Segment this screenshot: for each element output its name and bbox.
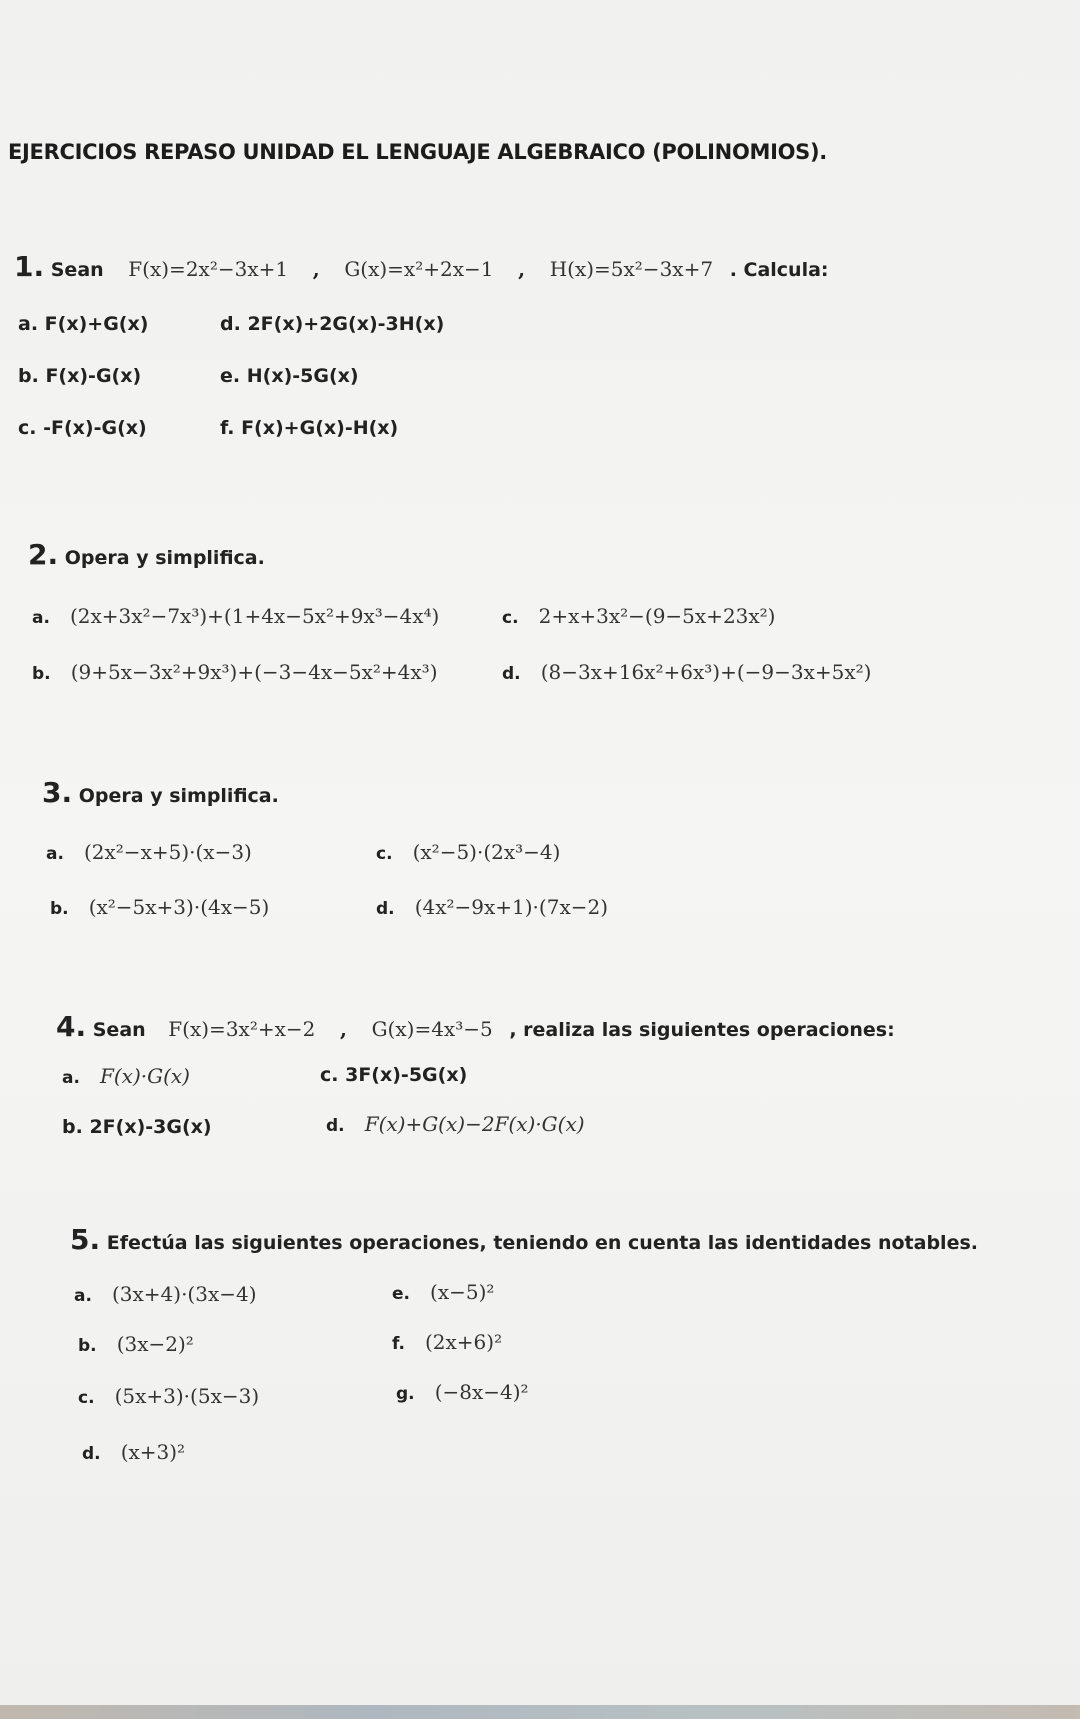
exercise-item xyxy=(82,1440,185,1464)
item-label: d. xyxy=(502,664,521,684)
exercise-item xyxy=(220,417,398,439)
separator: , xyxy=(518,257,526,281)
exercise-item xyxy=(376,895,608,919)
item-label: a. xyxy=(46,844,64,864)
item-label: d. xyxy=(326,1116,345,1136)
item-label: d. xyxy=(220,313,241,335)
item-label: b. xyxy=(50,899,69,919)
item-text: F(x)·G(x) xyxy=(99,1064,190,1088)
exercise-item xyxy=(32,660,438,684)
exercise-item xyxy=(18,365,141,387)
question-1-sean: Sean xyxy=(50,259,104,281)
item-text: (2x+3x²−7x³)+(1+4x−5x²+9x³−4x⁴) xyxy=(69,604,440,628)
item-text: 3F(x)-5G(x) xyxy=(345,1064,468,1086)
exercise-item xyxy=(32,604,439,628)
item-label: d. xyxy=(376,899,395,919)
exercise-item xyxy=(62,1116,212,1138)
function-g: G(x)=x²+2x−1 xyxy=(344,257,494,281)
question-number: 1. xyxy=(14,250,45,283)
question-5-header xyxy=(70,1223,978,1256)
exercise-item xyxy=(62,1064,190,1088)
item-text: (3x+4)·(3x−4) xyxy=(111,1282,257,1306)
item-label: b. xyxy=(62,1116,83,1138)
question-3-instruction: Opera y simplifica. xyxy=(78,785,279,807)
item-label: b. xyxy=(18,365,39,387)
exercise-item xyxy=(74,1282,257,1306)
exercise-item xyxy=(18,313,148,335)
item-label: d. xyxy=(82,1444,101,1464)
question-3-header xyxy=(42,776,279,809)
item-label: a. xyxy=(74,1286,92,1306)
exercise-item xyxy=(502,660,871,684)
exercise-item xyxy=(46,840,252,864)
item-label: e. xyxy=(220,365,241,387)
item-label: f. xyxy=(220,417,235,439)
function-f: F(x)=2x²−3x+1 xyxy=(128,257,289,281)
exercise-item xyxy=(502,604,776,628)
item-text: 2F(x)-3G(x) xyxy=(89,1116,212,1138)
item-label: e. xyxy=(392,1284,410,1304)
item-text: 2F(x)+2G(x)-3H(x) xyxy=(247,313,445,335)
item-text: (x²−5x+3)·(4x−5) xyxy=(88,895,270,919)
question-4-header xyxy=(56,1010,895,1043)
question-number: 3. xyxy=(42,776,73,809)
item-label: b. xyxy=(78,1336,97,1356)
item-text: F(x)+G(x)−2F(x)·G(x) xyxy=(364,1112,585,1136)
item-label: f. xyxy=(392,1334,405,1354)
item-label: a. xyxy=(32,608,50,628)
question-2-instruction: Opera y simplifica. xyxy=(64,547,265,569)
item-label: c. xyxy=(502,608,519,628)
item-label: c. xyxy=(18,417,37,439)
question-number: 2. xyxy=(28,538,59,571)
exercise-item xyxy=(50,895,269,919)
exercise-item xyxy=(220,313,444,335)
exercise-item xyxy=(320,1064,467,1086)
exercise-item xyxy=(396,1380,529,1404)
question-4-sean: Sean xyxy=(92,1019,146,1041)
item-text: (9+5x−3x²+9x³)+(−3−4x−5x²+4x³) xyxy=(70,660,438,684)
exercise-item xyxy=(376,840,560,864)
question-5-instruction: Efectúa las siguientes operaciones, teniendo en cuenta las identidades notables. xyxy=(106,1232,978,1254)
photo-edge-strip xyxy=(0,1705,1080,1719)
exercise-item xyxy=(78,1332,194,1356)
item-text: (3x−2)² xyxy=(116,1332,194,1356)
item-label: g. xyxy=(396,1384,415,1404)
function-f: F(x)=3x²+x−2 xyxy=(168,1017,316,1041)
question-4-instruction: , realiza las siguientes operaciones: xyxy=(509,1019,895,1041)
item-text: (x+3)² xyxy=(120,1440,186,1464)
exercise-item xyxy=(392,1280,494,1304)
item-text: H(x)-5G(x) xyxy=(246,365,359,387)
exercise-item xyxy=(220,365,359,387)
question-2-header xyxy=(28,538,265,571)
item-text: F(x)+G(x) xyxy=(44,313,149,335)
separator: , xyxy=(339,1017,347,1041)
item-text: F(x)+G(x)-H(x) xyxy=(241,417,399,439)
item-label: c. xyxy=(78,1388,95,1408)
exercise-item xyxy=(392,1330,502,1354)
exercise-item xyxy=(326,1112,585,1136)
item-text: 2+x+3x²−(9−5x+23x²) xyxy=(538,604,776,628)
item-label: a. xyxy=(18,313,39,335)
exercise-item xyxy=(18,417,147,439)
separator: , xyxy=(312,257,320,281)
question-number: 5. xyxy=(70,1223,101,1256)
item-text: (8−3x+16x²+6x³)+(−9−3x+5x²) xyxy=(540,660,872,684)
question-number: 4. xyxy=(56,1010,87,1043)
item-label: a. xyxy=(62,1068,80,1088)
item-text: (x−5)² xyxy=(430,1280,495,1304)
question-1-header xyxy=(14,250,829,283)
exercise-item xyxy=(78,1384,259,1408)
item-text: F(x)-G(x) xyxy=(45,365,142,387)
item-text: (4x²−9x+1)·(7x−2) xyxy=(414,895,609,919)
item-label: b. xyxy=(32,664,51,684)
function-g: G(x)=4x³−5 xyxy=(371,1017,493,1041)
item-text: -F(x)-G(x) xyxy=(43,417,147,439)
item-text: (x²−5)·(2x³−4) xyxy=(412,840,561,864)
function-h: H(x)=5x²−3x+7 xyxy=(549,257,714,281)
question-1-instruction: . Calcula: xyxy=(729,259,829,281)
item-label: c. xyxy=(320,1064,339,1086)
item-text: (5x+3)·(5x−3) xyxy=(114,1384,260,1408)
item-text: (2x²−x+5)·(x−3) xyxy=(83,840,252,864)
item-label: c. xyxy=(376,844,393,864)
item-text: (−8x−4)² xyxy=(434,1380,529,1404)
item-text: (2x+6)² xyxy=(424,1330,503,1354)
page-title: EJERCICIOS REPASO UNIDAD EL LENGUAJE ALGEBRAICO (POLINOMIOS). xyxy=(8,140,827,164)
